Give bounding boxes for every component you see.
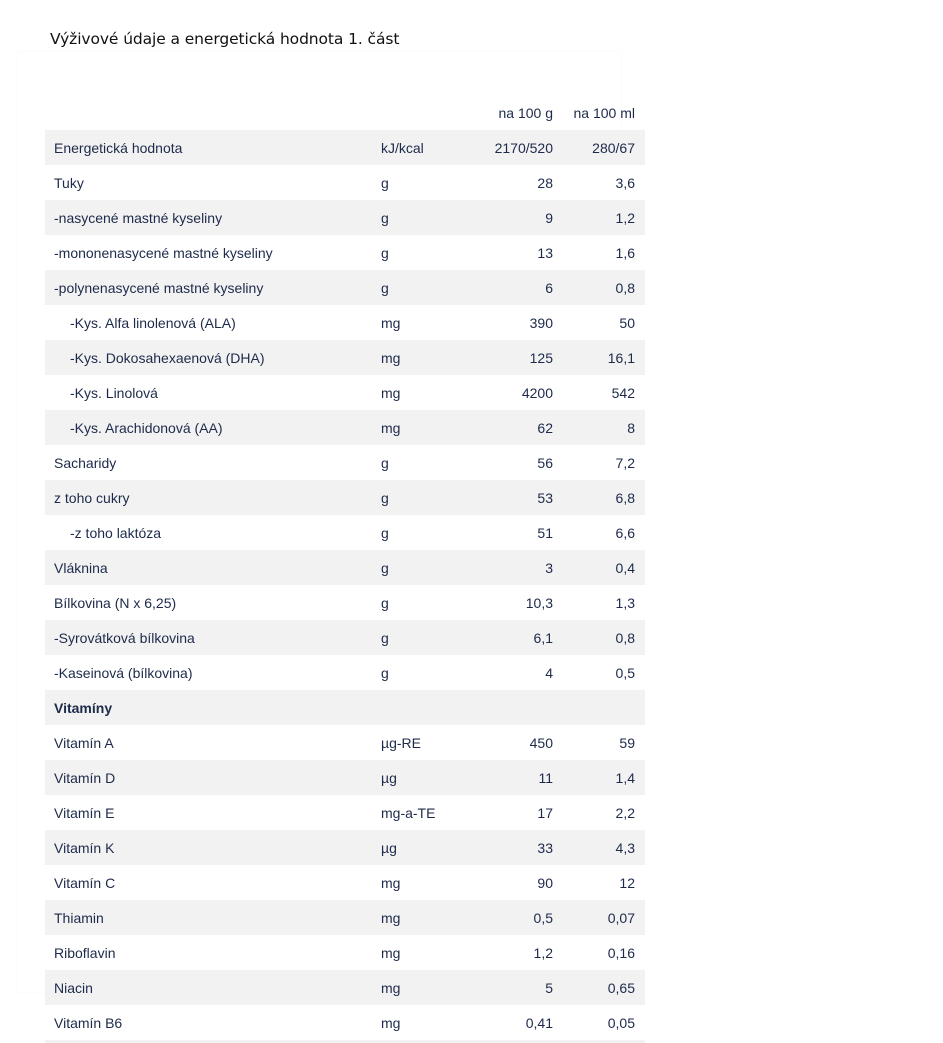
- table-body: [45, 130, 645, 1043]
- table-row: [45, 795, 645, 830]
- value-per-100g: 2170/520: [494, 139, 553, 156]
- nutrient-unit: mg: [381, 874, 401, 891]
- nutrient-name: Riboflavin: [54, 944, 116, 961]
- nutrient-name: Tuky: [54, 174, 84, 191]
- nutrient-unit: µg: [381, 769, 397, 786]
- nutrient-name: Bílkovina (N x 6,25): [54, 594, 177, 611]
- nutrient-unit: g: [381, 489, 389, 506]
- value-per-100ml: 1,4: [615, 769, 635, 786]
- value-per-100g: 10,3: [525, 594, 553, 611]
- nutrient-unit: mg: [381, 979, 401, 996]
- nutrient-name: -Kaseinová (bílkovina): [54, 664, 193, 681]
- table-row: [45, 305, 645, 340]
- table-header-row: [45, 95, 645, 130]
- document-title: Výživové údaje a energetická hodnota 1. část: [50, 30, 400, 48]
- nutrient-unit: g: [381, 664, 389, 681]
- value-per-100g: 90: [537, 874, 553, 891]
- value-per-100ml: 0,5: [615, 664, 635, 681]
- section-row: [45, 690, 645, 725]
- nutrient-name: Vitamín C: [54, 874, 116, 891]
- table-row: [45, 935, 645, 970]
- nutrient-name: z toho cukry: [54, 489, 130, 506]
- nutrient-unit: [381, 690, 451, 725]
- table-row: [45, 1005, 645, 1040]
- value-per-100ml: 6,6: [615, 524, 635, 541]
- table-row: [45, 270, 645, 305]
- value-per-100ml: 50: [619, 314, 635, 331]
- value-per-100g: 4: [545, 664, 553, 681]
- value-per-100g: 0,41: [525, 1014, 553, 1031]
- value-per-100ml: 16,1: [607, 349, 635, 366]
- table-row: [45, 165, 645, 200]
- table-row: [45, 725, 645, 760]
- nutrient-unit: mg: [381, 944, 401, 961]
- value-per-100g: 17: [537, 804, 553, 821]
- value-per-100ml: 8: [627, 419, 635, 436]
- nutrient-name: Vitamín E: [54, 804, 115, 821]
- value-per-100ml: 1,3: [615, 594, 635, 611]
- nutrient-unit: mg: [381, 1014, 401, 1031]
- nutrient-unit: g: [381, 594, 389, 611]
- value-per-100g: 450: [529, 734, 553, 751]
- nutrient-unit: g: [381, 209, 389, 226]
- value-per-100ml: 6,8: [615, 489, 635, 506]
- value-per-100g: 9: [545, 209, 553, 226]
- nutrient-name: Vitamín B6: [54, 1014, 123, 1031]
- nutrient-name: Vitamín A: [54, 734, 114, 751]
- header-unit: [381, 95, 451, 130]
- value-per-100ml: 3,6: [615, 174, 635, 191]
- nutrient-name: -Kys. Linolová: [70, 384, 158, 401]
- table-row: [45, 585, 645, 620]
- value-per-100g: 0,5: [533, 909, 553, 926]
- nutrient-unit: mg: [381, 314, 401, 331]
- nutrient-unit: g: [381, 524, 389, 541]
- nutrient-name: -polynenasycené mastné kyseliny: [54, 279, 264, 296]
- table-row: [45, 900, 645, 935]
- table-row: [45, 830, 645, 865]
- value-per-100g: 13: [537, 244, 553, 261]
- value-per-100ml: 12: [619, 874, 635, 891]
- value-per-100ml: 0,05: [607, 1014, 635, 1031]
- value-per-100g: 51: [537, 524, 553, 541]
- nutrient-unit: mg: [381, 419, 401, 436]
- nutrient-unit: g: [381, 629, 389, 646]
- value-per-100g: 1,2: [533, 944, 553, 961]
- value-per-100ml: 0,16: [607, 944, 635, 961]
- value-per-100g: 125: [529, 349, 553, 366]
- nutrient-unit: g: [381, 559, 389, 576]
- nutrient-name: -Kys. Dokosahexaenová (DHA): [70, 349, 265, 366]
- value-per-100ml: 0,07: [607, 909, 635, 926]
- nutrient-name: Vláknina: [54, 559, 108, 576]
- nutrient-name: Sacharidy: [54, 454, 117, 471]
- nutrient-name: Energetická hodnota: [54, 139, 183, 156]
- value-per-100ml: [563, 690, 645, 725]
- value-per-100ml: 4,3: [615, 839, 635, 856]
- table-row: [45, 130, 645, 165]
- table-row: [45, 970, 645, 1005]
- value-per-100g: 3: [545, 559, 553, 576]
- table-row: [45, 865, 645, 900]
- value-per-100ml: 542: [611, 384, 635, 401]
- value-per-100ml: 7,2: [615, 454, 635, 471]
- value-per-100g: 33: [537, 839, 553, 856]
- table-row: [45, 410, 645, 445]
- value-per-100g: 6: [545, 279, 553, 296]
- value-per-100g: 390: [529, 314, 553, 331]
- header-name: [45, 95, 381, 130]
- table-row: [45, 760, 645, 795]
- table-row: [45, 445, 645, 480]
- nutrient-name: Thiamin: [54, 909, 104, 926]
- value-per-100ml: 2,2: [615, 804, 635, 821]
- nutrient-name: -nasycené mastné kyseliny: [54, 209, 223, 226]
- table-row: [45, 375, 645, 410]
- nutrient-name: Niacin: [54, 979, 93, 996]
- nutrient-name: -Syrovátková bílkovina: [54, 629, 195, 646]
- header-per-100ml: na 100 ml: [573, 104, 635, 121]
- value-per-100g: 5: [545, 979, 553, 996]
- nutrient-name: -Kys. Arachidonová (AA): [70, 419, 223, 436]
- value-per-100g: 62: [537, 419, 553, 436]
- nutrient-name: -mononenasycené mastné kyseliny: [54, 244, 273, 261]
- table-row: [45, 200, 645, 235]
- value-per-100ml: 0,4: [615, 559, 635, 576]
- value-per-100g: 4200: [521, 384, 553, 401]
- nutrition-table: [45, 95, 645, 1043]
- nutrient-unit: mg: [381, 384, 401, 401]
- nutrient-name: -z toho laktóza: [70, 524, 162, 541]
- header-per-100g: na 100 g: [498, 104, 553, 121]
- table-row: [45, 655, 645, 690]
- nutrient-unit: µg-RE: [381, 734, 421, 751]
- value-per-100ml: 0,65: [607, 979, 635, 996]
- value-per-100ml: 0,8: [615, 629, 635, 646]
- nutrient-unit: g: [381, 244, 389, 261]
- value-per-100g: [451, 690, 563, 725]
- nutrient-unit: mg-a-TE: [381, 804, 436, 821]
- nutrient-name: Vitamín K: [54, 839, 115, 856]
- value-per-100g: 6,1: [533, 629, 553, 646]
- nutrient-unit: mg: [381, 349, 401, 366]
- nutrient-name: -Kys. Alfa linolenová (ALA): [70, 314, 236, 331]
- table-row: [45, 235, 645, 270]
- value-per-100ml: 59: [619, 734, 635, 751]
- table-row: [45, 515, 645, 550]
- value-per-100ml: 1,2: [615, 209, 635, 226]
- value-per-100g: 56: [537, 454, 553, 471]
- nutrient-unit: mg: [381, 909, 401, 926]
- nutrient-name: Vitamíny: [54, 699, 113, 716]
- nutrition-table-panel: [17, 52, 635, 1031]
- value-per-100g: 11: [538, 769, 553, 786]
- nutrient-unit: kJ/kcal: [381, 139, 424, 156]
- nutrient-unit: g: [381, 454, 389, 471]
- table-row: [45, 550, 645, 585]
- table-row: [45, 480, 645, 515]
- nutrient-name: Vitamín D: [54, 769, 116, 786]
- value-per-100ml: 1,6: [615, 244, 635, 261]
- value-per-100ml: 0,8: [615, 279, 635, 296]
- table-row: [45, 620, 645, 655]
- nutrient-unit: g: [381, 174, 389, 191]
- table-row: [45, 340, 645, 375]
- value-per-100g: 53: [537, 489, 553, 506]
- nutrient-unit: µg: [381, 839, 397, 856]
- value-per-100g: 28: [537, 174, 553, 191]
- nutrient-unit: g: [381, 279, 389, 296]
- value-per-100ml: 280/67: [592, 139, 635, 156]
